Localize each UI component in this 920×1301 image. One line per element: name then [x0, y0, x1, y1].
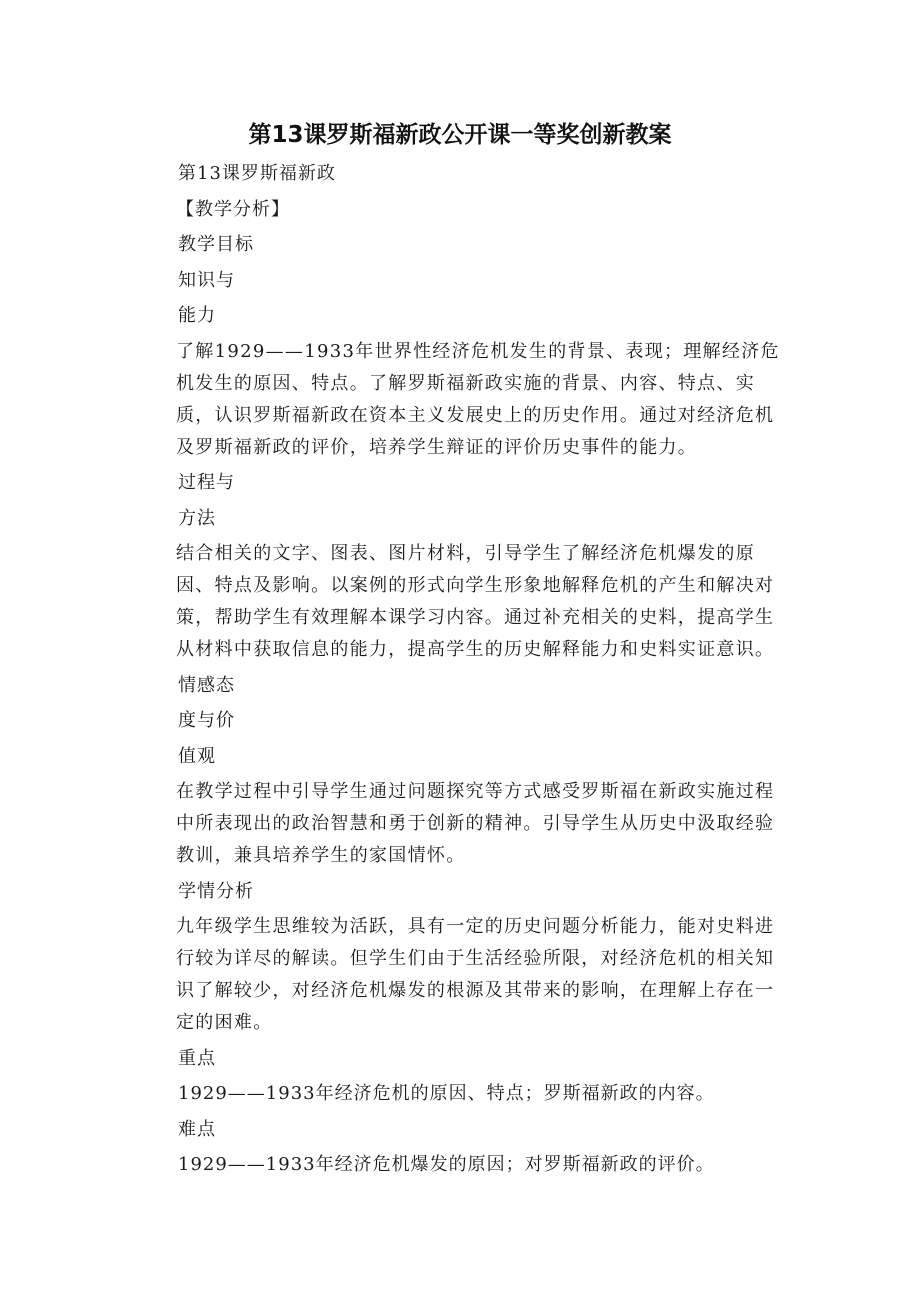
- document-title: 第13课罗斯福新政公开课一等奖创新教案: [248, 122, 672, 148]
- document-body: [178, 158, 793, 1181]
- emotion-paragraph-wrap: [176, 776, 793, 872]
- key-points-text: 1929——1933年经济危机的原因、特点；罗斯福新政的内容。: [178, 1083, 715, 1104]
- section-heading-analysis: 【教学分析】: [176, 198, 290, 220]
- difficult-points-text: 1929——1933年经济危机爆发的原因；对罗斯福新政的评价。: [178, 1154, 715, 1175]
- knowledge-label-line2: 能力: [178, 305, 216, 326]
- student-paragraph-wrap: [176, 911, 793, 1039]
- process-paragraph: 结合相关的文字、图表、图片材料，引导学生了解经济危机爆发的原因、特点及影响。以案例的形式向学生形象地解释危机的产生和解决对策，帮助学生有效理解本课学习内容。通过补充相关的史料，提高学生从材料中获取信息的能力，提高学生的历史解释能力和史料实证意识。: [176, 543, 775, 660]
- lesson-subtitle: 第13课罗斯福新政: [178, 163, 336, 184]
- emotion-label-line3: 值观: [178, 745, 216, 767]
- process-label-line2: 方法: [178, 507, 216, 529]
- emotion-label-line1: 情感态: [178, 674, 235, 696]
- knowledge-paragraph-wrap: [176, 336, 793, 464]
- process-label-line1: 过程与: [178, 472, 235, 493]
- key-points-heading: 重点: [178, 1047, 216, 1069]
- teaching-goals-heading: 教学目标: [178, 234, 254, 255]
- difficult-points-heading: 难点: [178, 1118, 216, 1140]
- student-paragraph: 九年级学生思维较为活跃，具有一定的历史问题分析能力，能对史料进行较为详尽的解读。但学生们由于生活经验所限，对经济危机的相关知识了解较少，对经济危机爆发的根源及其带来的影响，在理解上存在一定的困难。: [176, 916, 775, 1033]
- student-analysis-heading: 学情分析: [178, 880, 254, 902]
- emotion-label-line2: 度与价: [178, 710, 235, 731]
- knowledge-label-line1: 知识与: [178, 269, 235, 291]
- process-paragraph-wrap: [176, 538, 793, 666]
- emotion-paragraph: 在教学过程中引导学生通过问题探究等方式感受罗斯福在新政实施过程中所表现出的政治智慧和勇于创新的精神。引导学生从历史中汲取经验教训，兼具培养学生的家国情怀。: [176, 781, 775, 866]
- knowledge-paragraph: 了解1929——1933年世界性经济危机发生的背景、表现；理解经济危机发生的原因、特点。了解罗斯福新政实施的背景、内容、特点、实质，认识罗斯福新政在资本主义发展史上的历史作用。通过对经济危机及罗斯福新政的评价，培养学生辩证的评价历史事件的能力。: [176, 340, 780, 458]
